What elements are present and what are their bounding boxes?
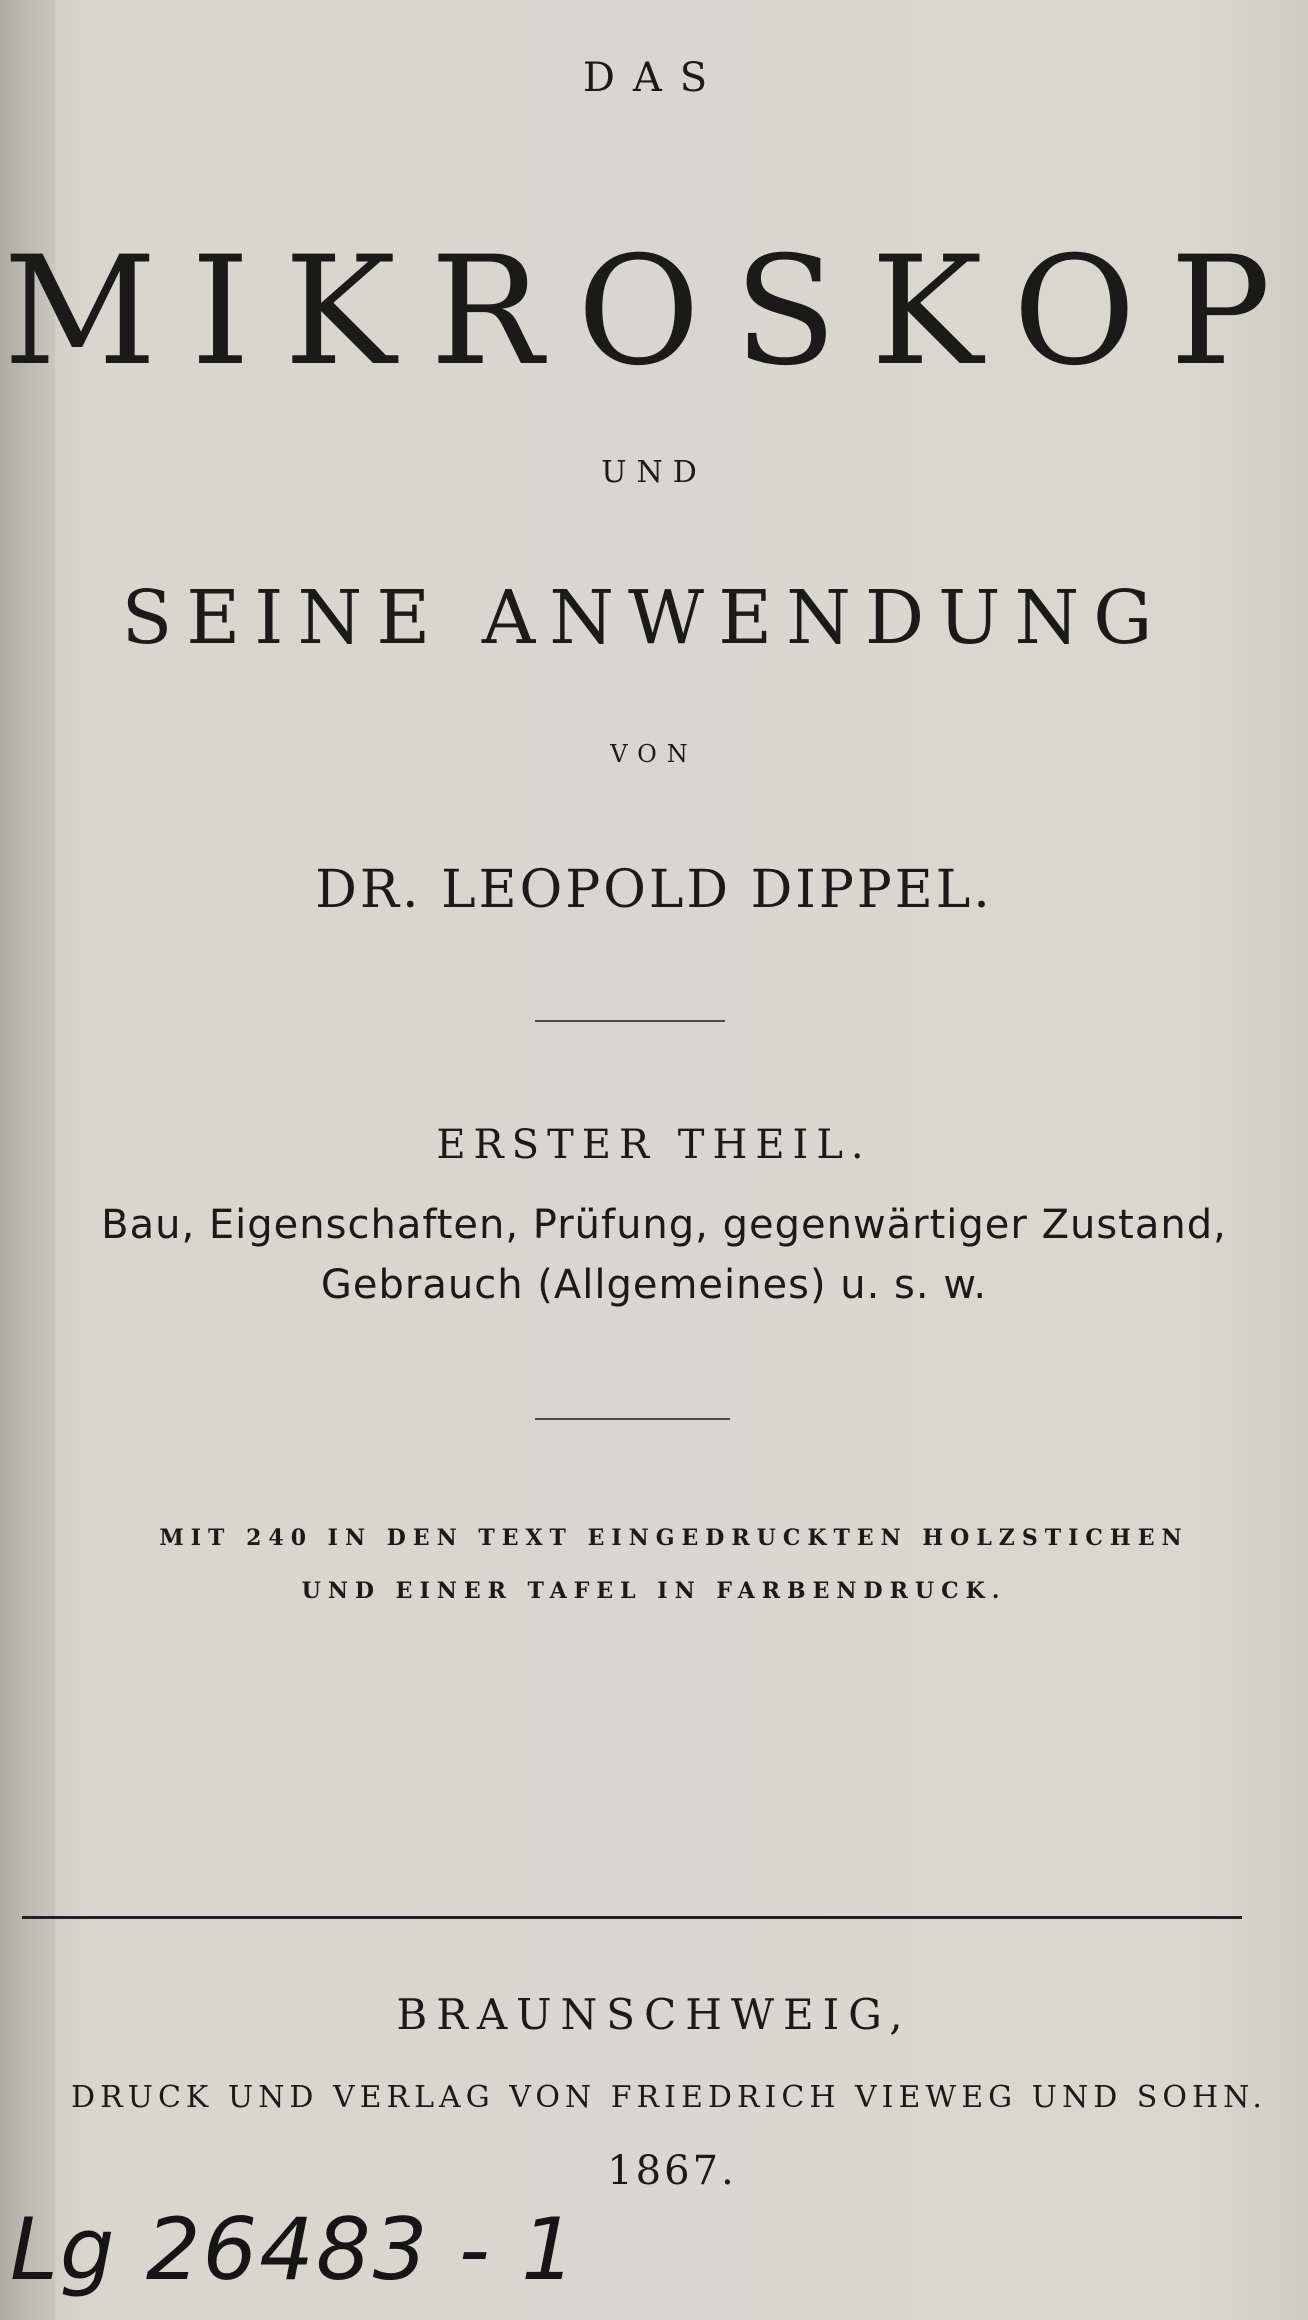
part-heading: ERSTER THEIL. [436,1122,872,1168]
main-title: MIKROSKOP [3,225,1305,399]
part-description-line-2: Gebrauch (Allgemeines) u. s. w. [320,1262,988,1308]
imprint-publisher: DRUCK UND VERLAG VON FRIEDRICH VIEWEG UND SOHN. [71,2080,1267,2115]
imprint-year: 1867. [607,2148,737,2194]
divider-rule [535,1020,725,1022]
imprint-rule [22,1916,1242,1919]
title-article: DAS [582,55,726,101]
author-name: DR. LEOPOLD DIPPEL. [315,860,993,920]
author-preposition: VON [610,740,698,768]
title-conjunction: UND [601,455,707,490]
subtitle: SEINE ANWENDUNG [121,575,1167,661]
part-description-line-1: Bau, Eigenschaften, Prüfung, gegenwärtiger Zustand, [101,1202,1227,1248]
divider-rule [535,1418,730,1420]
illustrations-note-line-1: MIT 240 IN DEN TEXT EINGEDRUCKTEN HOLZSTICHEN [159,1525,1189,1551]
illustrations-note-line-2: UND EINER TAFEL IN FARBENDRUCK. [301,1578,1007,1604]
handwritten-call-number: Lg 26483 - 1 [10,2200,578,2300]
imprint-city: BRAUNSCHWEIG, [396,1990,912,2039]
